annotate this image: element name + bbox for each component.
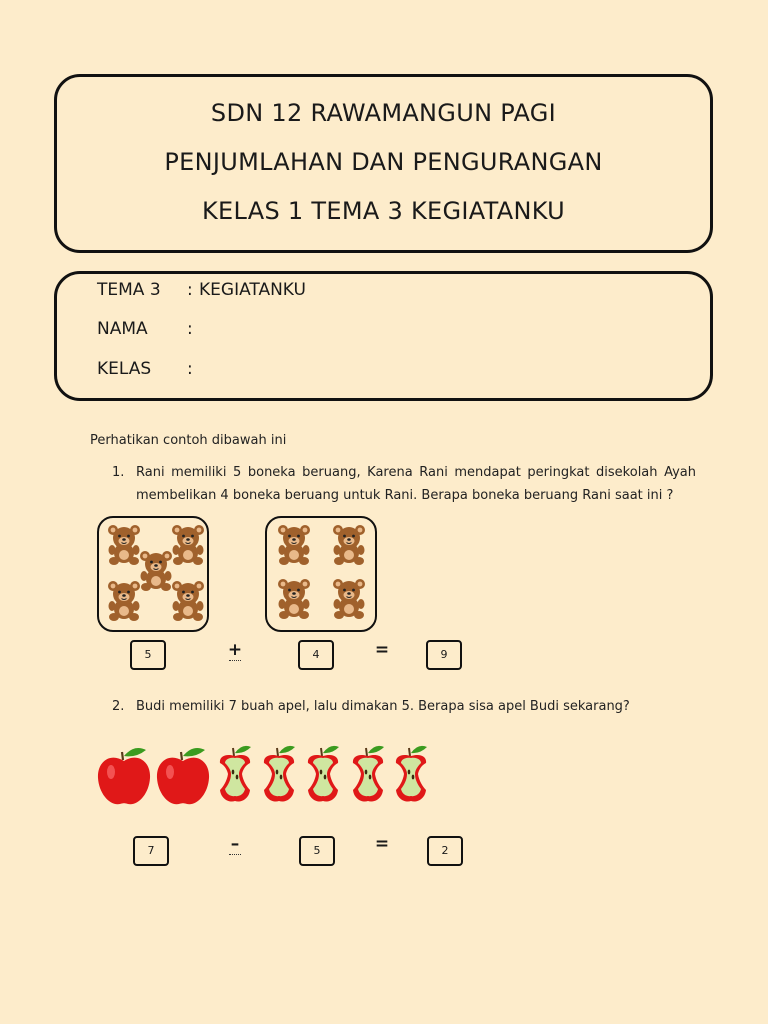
left-teddy-bear-icon [107,524,141,566]
q1-line1: Rani memiliki 5 boneka beruang, Karena Rani mendapat peringkat disekolah Ayah [136,465,696,480]
whole-apple-icon [155,744,211,810]
eaten-apple-core-icon [259,743,299,809]
left-teddy-bear-icon [171,524,205,566]
eaten-apple-core-icon [215,743,255,809]
eaten-apple-core-icon [303,743,343,809]
left-teddy-bear-icon [139,550,173,592]
q1-equals-sign: = [374,640,390,660]
class-theme: KELAS 1 TEMA 3 KEGIATANKU [202,197,565,225]
tema-value: KEGIATANKU [199,280,306,300]
q2-minus-sign: – [230,834,240,854]
kelas-colon: : [187,359,193,379]
right-teddy-bear-icon [332,578,366,620]
q2-second-number-box: 5 [299,836,335,866]
eaten-apple-core-icon [391,743,431,809]
tema-label: TEMA 3 [97,280,161,300]
q2-op-dots [229,854,241,855]
right-teddy-bear-icon [277,578,311,620]
intro-text: Perhatikan contoh dibawah ini [90,433,287,448]
left-teddy-bear-icon [107,580,141,622]
q2-text: Budi memiliki 7 buah apel, lalu dimakan 5. Berapa sisa apel Budi sekarang? [136,699,630,714]
q1-line2: membelikan 4 boneka beruang untuk Rani. Berapa boneka beruang Rani saat ini ? [136,488,674,503]
school-name: SDN 12 RAWAMANGUN PAGI [210,99,557,127]
q1-second-number-box: 4 [298,640,334,670]
header-box [54,74,713,253]
left-teddy-bear-icon [171,580,205,622]
right-teddy-bear-icon [277,524,311,566]
eaten-apple-core-icon [348,743,388,809]
whole-apple-icon [96,744,152,810]
q2-number: 2. [112,699,125,714]
student-info-box [54,271,713,401]
nama-label: NAMA [97,319,148,339]
q2-result-box: 2 [427,836,463,866]
worksheet-title: PENJUMLAHAN DAN PENGURANGAN [164,148,603,176]
right-teddy-bear-icon [332,524,366,566]
q1-op-dots [229,660,241,661]
q2-first-number-box: 7 [133,836,169,866]
nama-colon: : [187,319,193,339]
q2-equals-sign: = [374,834,390,854]
q1-first-number-box: 5 [130,640,166,670]
q1-number: 1. [112,465,125,480]
tema-colon: : [187,280,193,300]
q1-result-box: 9 [426,640,462,670]
q1-plus-sign: + [227,640,243,660]
kelas-label: KELAS [97,359,152,379]
